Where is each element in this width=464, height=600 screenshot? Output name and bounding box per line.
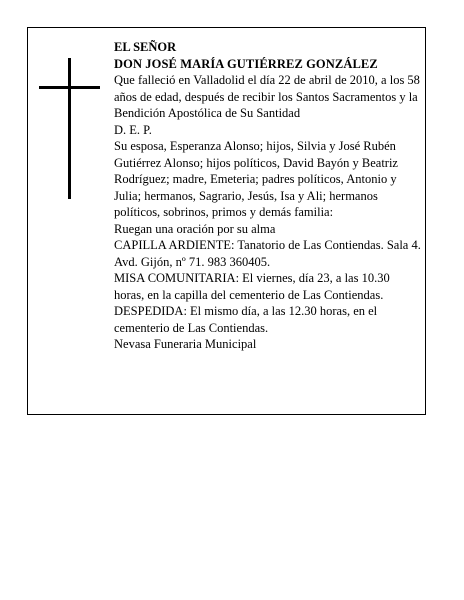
chapel-info: CAPILLA ARDIENTE: Tanatorio de Las Contiendas. Sala 4. Avd. Gijón, nº 71. 983 360405. — [114, 238, 421, 269]
cross-horizontal-bar — [39, 86, 100, 89]
honorific: EL SEÑOR — [114, 40, 177, 54]
obituary-notice — [27, 27, 426, 415]
rip-line: D. E. P. — [114, 122, 152, 137]
mass-info: MISA COMUNITARIA: El viernes, día 23, a las 10.30 horas, en la capilla del cementerio de Las Contiendas. — [114, 271, 390, 302]
deceased-name: DON JOSÉ MARÍA GUTIÉRREZ GONZÁLEZ — [114, 56, 378, 71]
death-info: Que falleció en Valladolid el día 22 de abril de 2010, a los 58 años de edad, después de recibir los Santos Sacramentos y la Bendición Apostólica de Su Santidad — [114, 73, 420, 120]
farewell-info: DESPEDIDA: El mismo día, a las 12.30 horas, en el cementerio de Las Contiendas. — [114, 304, 378, 335]
prayer-request: Ruegan una oración por su alma — [114, 221, 276, 236]
family-list: Su esposa, Esperanza Alonso; hijos, Silvia y José Rubén Gutiérrez Alonso; hijos políticos, David Bayón y Beatriz Rodríguez; madre, Emeteria; padres políticos, Antonio y Julia; hermanos, Sagrario, Jesús, Isa y Ali; hermanos políticos, sobrinos, primos y demás familia: — [114, 139, 398, 219]
cross-vertical-bar — [68, 58, 71, 199]
funeral-home: Nevasa Funeraria Municipal — [114, 337, 257, 351]
obituary-text — [114, 39, 422, 353]
